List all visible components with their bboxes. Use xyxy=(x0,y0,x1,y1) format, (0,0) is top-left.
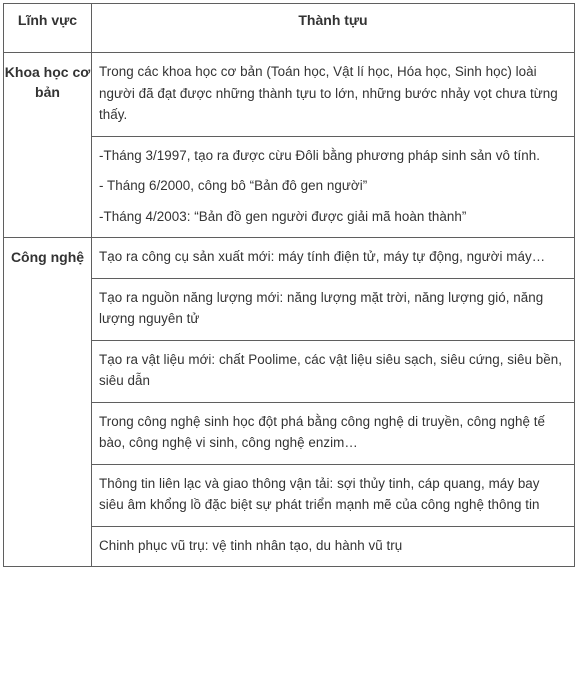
achievement-text: - Tháng 6/2000, công bô “Bản đô gen người” xyxy=(99,178,368,193)
achievement-cell xyxy=(92,464,575,526)
achievement-text: -Tháng 3/1997, tạo ra được cừu Đôli bằng phương pháp sinh sản vô tính. xyxy=(99,147,541,163)
achievement-text: Tạo ra nguồn năng lượng mới: năng lượng mặt trời, năng lượng gió, năng lượng nguyên tử xyxy=(99,289,544,326)
header-field: Lĩnh vực xyxy=(4,4,92,53)
achievement-text: Thông tin liên lạc và giao thông vận tải: sợi thủy tinh, cáp quang, máy bay siêu âm khổng lồ đặc biệt sự phát triển mạnh mẽ của công nghệ thông tin xyxy=(99,475,540,512)
achievement-text: Tạo ra vật liệu mới: chất Poolime, các vật liệu siêu sạch, siêu cứng, siêu bền, siêu dẫn xyxy=(99,351,563,388)
field-cell: Công nghệ xyxy=(4,238,92,567)
field-cell: Khoa học cơ bản xyxy=(4,53,92,238)
achievement-cell xyxy=(92,238,575,279)
header-row xyxy=(4,4,575,53)
achievement-text: Trong các khoa học cơ bản (Toán học, Vật lí học, Hóa học, Sinh học) loài người đã đạt được những thành tựu to lớn, những bước nhảy vọt chưa từng thấy. xyxy=(99,64,558,122)
achievements-table xyxy=(3,3,575,567)
achievement-cell xyxy=(92,340,575,402)
achievement-cell xyxy=(92,136,575,238)
table-row xyxy=(4,238,575,279)
achievement-text: Chinh phục vũ trụ: vệ tinh nhân tạo, du hành vũ trụ xyxy=(99,537,403,553)
achievement-text: -Tháng 4/2003: “Bản đồ gen người được giải mã hoàn thành” xyxy=(99,208,467,224)
achievement-cell xyxy=(92,278,575,340)
achievement-text: Trong công nghệ sinh học đột phá bằng công nghệ di truyền, công nghệ tế bào, công nghệ vi sinh, công nghệ enzim… xyxy=(99,413,546,450)
table-row xyxy=(4,53,575,137)
header-achievement: Thành tựu xyxy=(92,4,575,53)
achievement-cell xyxy=(92,53,575,137)
achievement-text: Tạo ra công cụ sản xuất mới: máy tính điện tử, máy tự động, người máy… xyxy=(99,249,546,264)
achievement-cell xyxy=(92,402,575,464)
achievement-cell xyxy=(92,526,575,567)
